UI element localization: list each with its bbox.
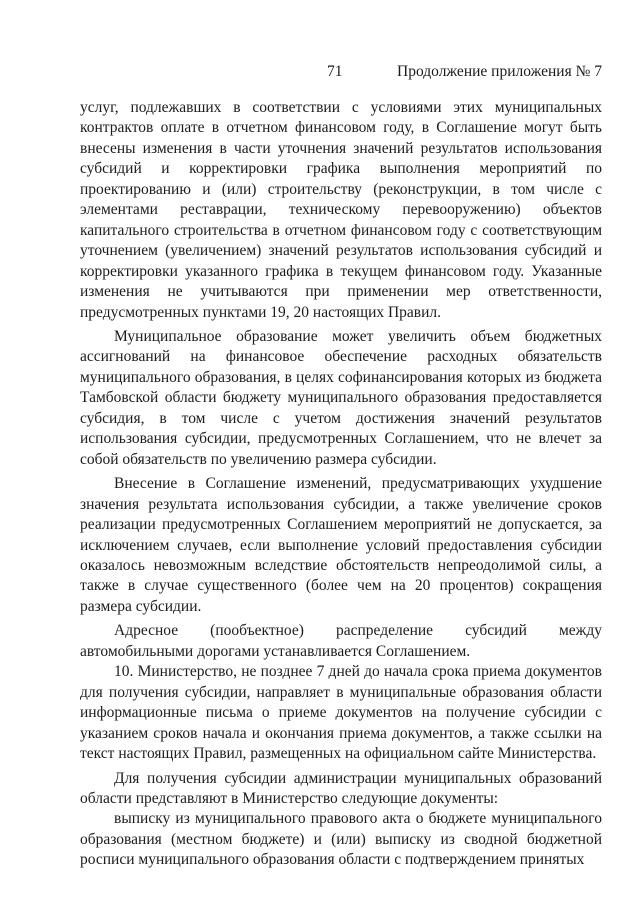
paragraph-item-10: 10. Министерство, не позднее 7 дней до начала срока приема документов для получения субсидии, направляет в муниципальные образования области информационные письма о приеме документов на получение субсидии с указанием сроков начала и окончания приема документов, а также ссылки на текст настоящих Правил, размещенных на официальном сайте Министерства. (80, 663, 602, 763)
paragraph-budget-increase: Муниципальное образование может увеличить объем бюджетных ассигнований на финансовое обеспечение расходных обязательств муниципального образования, в целях софинансирования которых из бюджета Тамбовской области бюджету муниципального образования предоставляется субсидия, в том числе с учетом достижения значений результатов использования субсидии, предусмотренных Соглашением, что не влечет за собой обязательств по увеличению размера субсидии. (80, 327, 602, 468)
paragraph-agreement-changes: Внесение в Соглашение изменений, предусматривающих ухудшение значения результата использования субсидии, а также увеличение сроков реализации предусмотренных Соглашением мероприятий не допускается, за исключением случаев, если выполнение условий предоставления субсидии оказалось невозможным вследствие обстоятельств непреодолимой силы, а также в случае существенного (более чем на 20 процентов) сокращения размера субсидии. (80, 475, 602, 615)
paragraph-budget-extract: выписку из муниципального правового акта о бюджете муниципального образования (местном бюджете) и (или) выписку из сводной бюджетной росписи муниципального образования области с подтверждением принятых (80, 810, 602, 869)
page-header (80, 63, 602, 85)
paragraph-address-distribution: Адресное (пообъектное) распределение субсидий между автомобильными дорогами устанавливается Соглашением. (80, 622, 602, 660)
paragraph-required-documents: Для получения субсидии администрации муниципальных образований области представляют в Министерство следующие документы: (80, 769, 602, 807)
page-number: 71 (327, 63, 343, 80)
paragraph-continuation: услуг, подлежавших в соответствии с условиями этих муниципальных контрактов оплате в отчетном финансовом году, в Соглашение могут быть внесены изменения в части уточнения значений результатов использования субсидий и корректировки графика выполнения мероприятий по проектированию и (или) строительству (реконструкции, в том числе с элементами реставрации, техническому перевооружению) объектов капитального строительства в отчетном финансовом году с соответствующим уточнением (увеличением) значений результатов использования субсидий и корректировки указанного графика в текущем финансовом году. Указанные изменения не учитываются при применении мер ответственности, предусмотренных пунктами 19, 20 настоящих Правил. (80, 99, 602, 321)
document-body (80, 98, 602, 871)
appendix-continuation-note: Продолжение приложения № 7 (397, 63, 602, 80)
